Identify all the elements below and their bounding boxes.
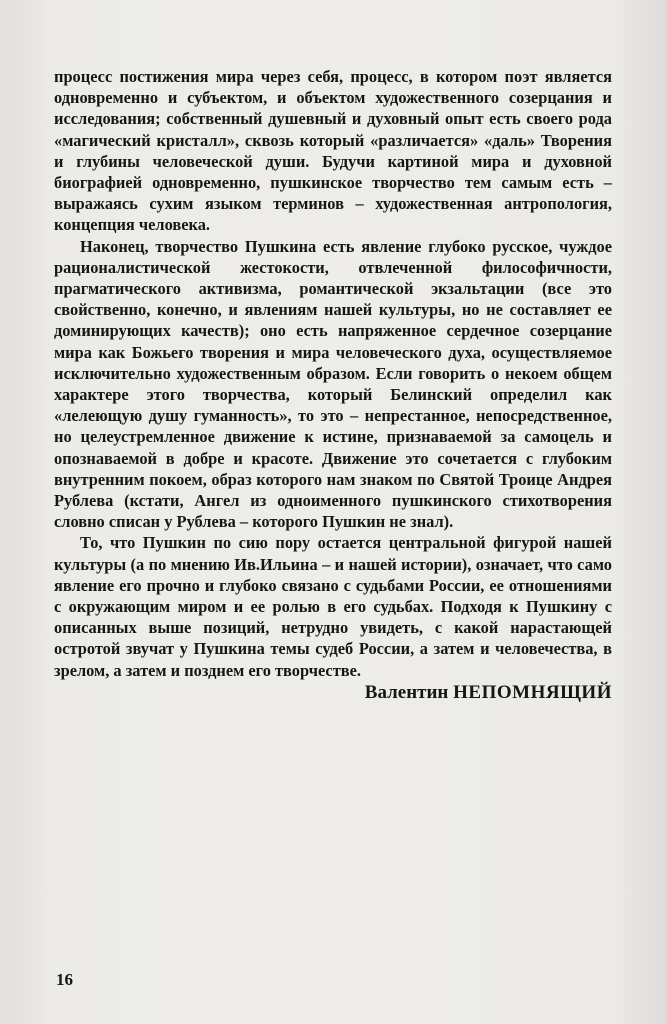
paragraph-3: То, что Пушкин по сию пору остается центральной фигурой нашей культуры (а по мнению Ив.Ильина – и нашей истории), означает, что само явление его прочно и глубоко связано с судьбами России, ее отношениями с окружающим миром и ее ролью в его судьбах. Подходя к Пушкину с описанных выше позиций, нетрудно увидеть, с какой нарастающей остротой звучат у Пушкина темы судеб России, а затем и человечества, в зрелом, а затем и позднем его творчестве. <box>54 533 612 680</box>
article-text <box>54 66 612 705</box>
author-signature <box>54 681 612 705</box>
page-number: 16 <box>56 970 73 989</box>
author-surname: НЕПОМНЯЩИЙ <box>453 681 612 703</box>
paragraph-1: процесс постижения мира через себя, процесс, в котором поэт является одновременно и субъектом, и объектом художественного созерцания и исследования; собственный душевный и духовный опыт есть своего рода «магический кристалл», сквозь который «различается» «даль» Творения и глубины человеческой души. Будучи картиной мира и духовной биографией одновременно, пушкинское творчество тем самым есть – выражаясь сухим языком терминов – художественная антропология, концепция человека. <box>54 67 612 235</box>
paragraph-2: Наконец, творчество Пушкина есть явление глубоко русское, чуждое рационалистической жестокости, отвлеченной философичности, прагматического активизма, романтической экзальтации (все это свойственно, конечно, и явлениям нашей культуры, но не составляет ее доминирующих качеств); оно есть напряженное сердечное созерцание мира как Божьего творения и мира человеческого духа, осуществляемое исключительно художественным образом. Если говорить о некоем общем характере этого творчества, который Белинский определил как «лелеющую душу гуманность», то это – непрестанное, непосредственное, но целеустремленное движение к истине, признаваемой за самоцель и опознаваемой в добре и красоте. Движение это сочетается с глубоким внутренним покоем, образ которого нам знаком по Святой Троице Андрея Рублева (кстати, Ангел из одноименного пушкинского стихотворения словно списан у Рублева – которого Пушкин не знал). <box>54 236 612 532</box>
author-first-name: Валентин <box>364 681 449 703</box>
